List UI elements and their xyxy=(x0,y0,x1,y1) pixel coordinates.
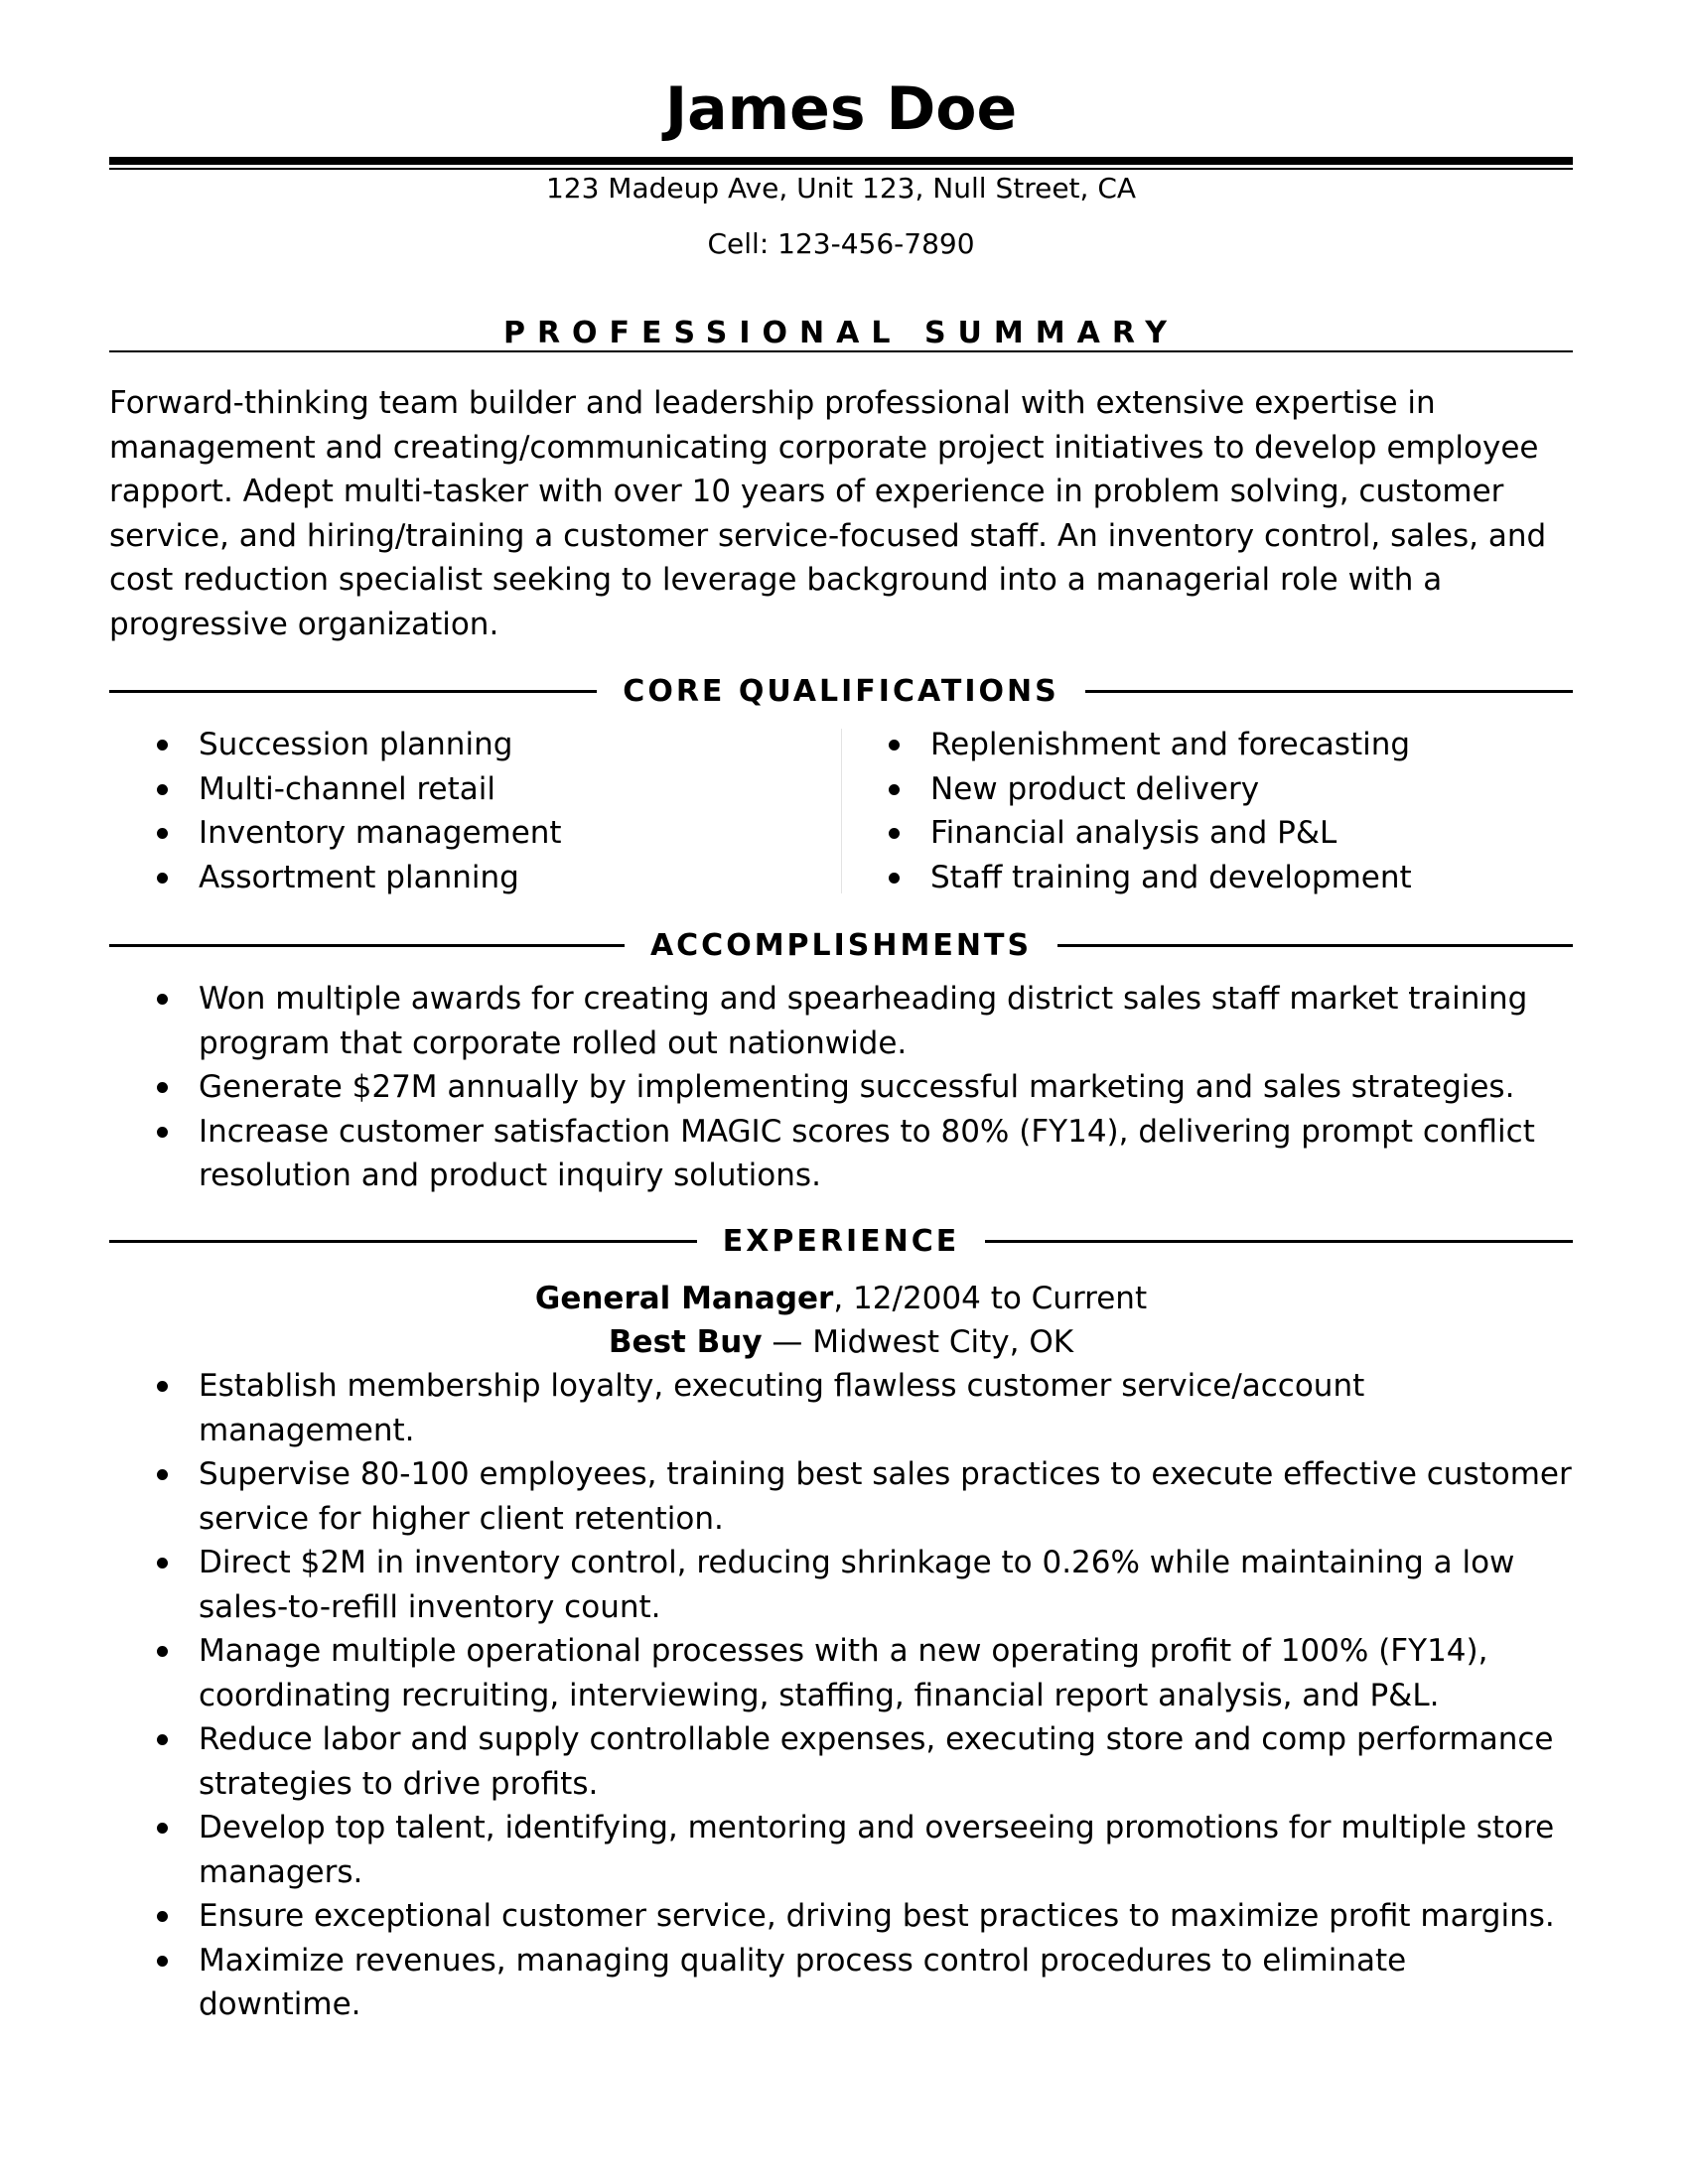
qualifications-heading-block xyxy=(109,671,1573,711)
job-title: General Manager xyxy=(534,1281,834,1316)
heading-rule-left xyxy=(109,690,597,693)
qualification-item: Assortment planning xyxy=(109,856,841,900)
experience-item: Develop top talent, identifying, mentoring and overseeing promotions for multiple store managers. xyxy=(109,1806,1573,1894)
qualification-item: Replenishment and forecasting xyxy=(841,723,1573,767)
job-company-line xyxy=(109,1320,1573,1364)
heading-rule-right xyxy=(985,1240,1573,1243)
summary-heading-rule xyxy=(109,350,1573,352)
qualification-item: Staff training and development xyxy=(841,856,1573,900)
experience-item: Manage multiple operational processes with a new operating profit of 100% (FY14), coordinating recruiting, interviewing, staffing, financial report analysis, and P&L. xyxy=(109,1629,1573,1717)
experience-item: Maximize revenues, managing quality process control procedures to eliminate downtime. xyxy=(109,1939,1573,2027)
summary-heading: PROFESSIONAL SUMMARY xyxy=(502,316,1180,350)
accomplishment-item: Won multiple awards for creating and spearheading district sales staff market training program that corporate rolled out nationwide. xyxy=(109,977,1573,1065)
qualification-item: New product delivery xyxy=(841,767,1573,812)
experience-list xyxy=(109,1364,1573,2027)
accomplishments-heading-block xyxy=(109,925,1573,965)
job-title-line xyxy=(109,1277,1573,1320)
qualification-item: Inventory management xyxy=(109,811,841,856)
heading-rule-left xyxy=(109,1240,697,1243)
qualification-item: Financial analysis and P&L xyxy=(841,811,1573,856)
header-rule-thin xyxy=(109,168,1573,170)
job-dates: , 12/2004 to Current xyxy=(833,1281,1148,1316)
job-location: — Midwest City, OK xyxy=(762,1324,1074,1360)
experience-item: Direct $2M in inventory control, reducing shrinkage to 0.26% while maintaining a low sales-to-refill inventory count. xyxy=(109,1541,1573,1629)
qualifications-heading: CORE QUALIFICATIONS xyxy=(623,673,1059,709)
job-company: Best Buy xyxy=(608,1324,763,1360)
summary-heading-block xyxy=(109,314,1573,353)
accomplishment-item: Generate $27M annually by implementing successful marketing and sales strategies. xyxy=(109,1065,1573,1110)
accomplishments-list xyxy=(109,977,1573,1198)
header-rule-thick xyxy=(109,157,1573,165)
candidate-name: James Doe xyxy=(664,74,1018,144)
qualifications-column-left xyxy=(109,723,841,899)
heading-rule-right xyxy=(1057,944,1573,947)
experience-item: Supervise 80-100 employees, training best sales practices to execute effective customer service for higher client retention. xyxy=(109,1452,1573,1541)
experience-item: Reduce labor and supply controllable expenses, executing store and comp performance strategies to drive profits. xyxy=(109,1717,1573,1806)
contact-address: 123 Madeup Ave, Unit 123, Null Street, CA xyxy=(545,172,1137,205)
contact-phone: Cell: 123-456-7890 xyxy=(707,227,975,260)
summary-text: Forward-thinking team builder and leadership professional with extensive expertise in management and creating/communicating corporate project initiatives to develop employee rapport. Adept multi-tasker with over 10 years of experience in problem solving, customer service, and hiring/training a customer service-focused staff. An inventory control, sales, and cost reduction specialist seeking to leverage background into a managerial role with a progressive organization. xyxy=(109,385,1547,642)
qualifications-column-right xyxy=(841,723,1573,899)
qualification-item: Succession planning xyxy=(109,723,841,767)
experience-heading: EXPERIENCE xyxy=(722,1223,960,1259)
qualification-item: Multi-channel retail xyxy=(109,767,841,812)
accomplishment-item: Increase customer satisfaction MAGIC scores to 80% (FY14), delivering prompt conflict resolution and product inquiry solutions. xyxy=(109,1110,1573,1198)
experience-item: Establish membership loyalty, executing flawless customer service/account management. xyxy=(109,1364,1573,1452)
qualifications-list xyxy=(109,723,1573,899)
heading-rule-right xyxy=(1085,690,1573,693)
experience-item: Ensure exceptional customer service, driving best practices to maximize profit margins. xyxy=(109,1894,1573,1939)
accomplishments-heading: ACCOMPLISHMENTS xyxy=(649,927,1033,963)
experience-heading-block xyxy=(109,1221,1573,1261)
heading-rule-left xyxy=(109,944,625,947)
